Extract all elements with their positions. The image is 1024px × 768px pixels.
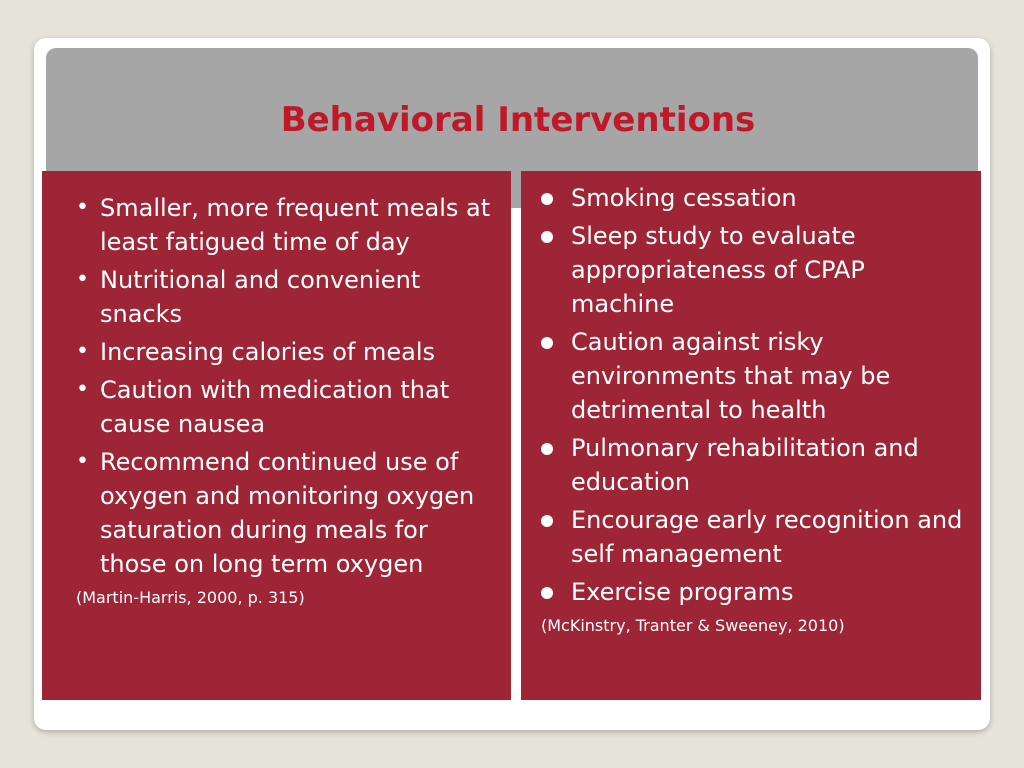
right-item-text: Encourage early recognition and self management — [571, 506, 963, 568]
right-item-text: Exercise programs — [571, 578, 794, 606]
right-list-item — [571, 431, 975, 499]
left-list-item — [100, 335, 501, 369]
left-list-item — [100, 191, 501, 259]
bullet-dot-icon — [541, 443, 553, 455]
bullet-dot-icon — [541, 337, 553, 349]
right-item-text: Pulmonary rehabilitation and education — [571, 434, 919, 496]
left-bullet-list — [100, 191, 501, 581]
left-item-text: Nutritional and convenient snacks — [100, 266, 421, 328]
left-list-item — [100, 263, 501, 331]
right-list-item — [571, 181, 975, 215]
right-list-item — [571, 503, 975, 571]
right-item-text: Caution against risky environments that may be detrimental to health — [571, 328, 891, 424]
left-column — [42, 171, 511, 700]
slide-title: Behavioral Interventions — [280, 100, 756, 140]
bullet-dot-icon — [541, 193, 553, 205]
bullet-dot-icon — [541, 515, 553, 527]
right-column — [521, 171, 981, 700]
left-item-text: Recommend continued use of oxygen and monitoring oxygen saturation during meals for those on long term oxygen — [100, 448, 475, 578]
right-citation: (McKinstry, Tranter & Sweeney, 2010) — [541, 616, 845, 635]
right-list-item — [571, 325, 975, 427]
right-bullet-list — [571, 181, 975, 609]
left-citation: (Martin-Harris, 2000, p. 315) — [76, 588, 305, 607]
left-item-text: Increasing calories of meals — [100, 338, 436, 366]
right-item-text: Sleep study to evaluate appropriateness of CPAP machine — [571, 222, 865, 318]
left-list-item — [100, 373, 501, 441]
right-list-item — [571, 575, 975, 609]
right-list-item — [571, 219, 975, 321]
right-item-text: Smoking cessation — [571, 184, 797, 212]
left-item-text: Smaller, more frequent meals at least fatigued time of day — [100, 194, 491, 256]
left-list-item — [100, 445, 501, 581]
bullet-dot-icon — [541, 587, 553, 599]
bullet-dot-icon — [541, 231, 553, 243]
left-item-text: Caution with medication that cause nausea — [100, 376, 450, 438]
